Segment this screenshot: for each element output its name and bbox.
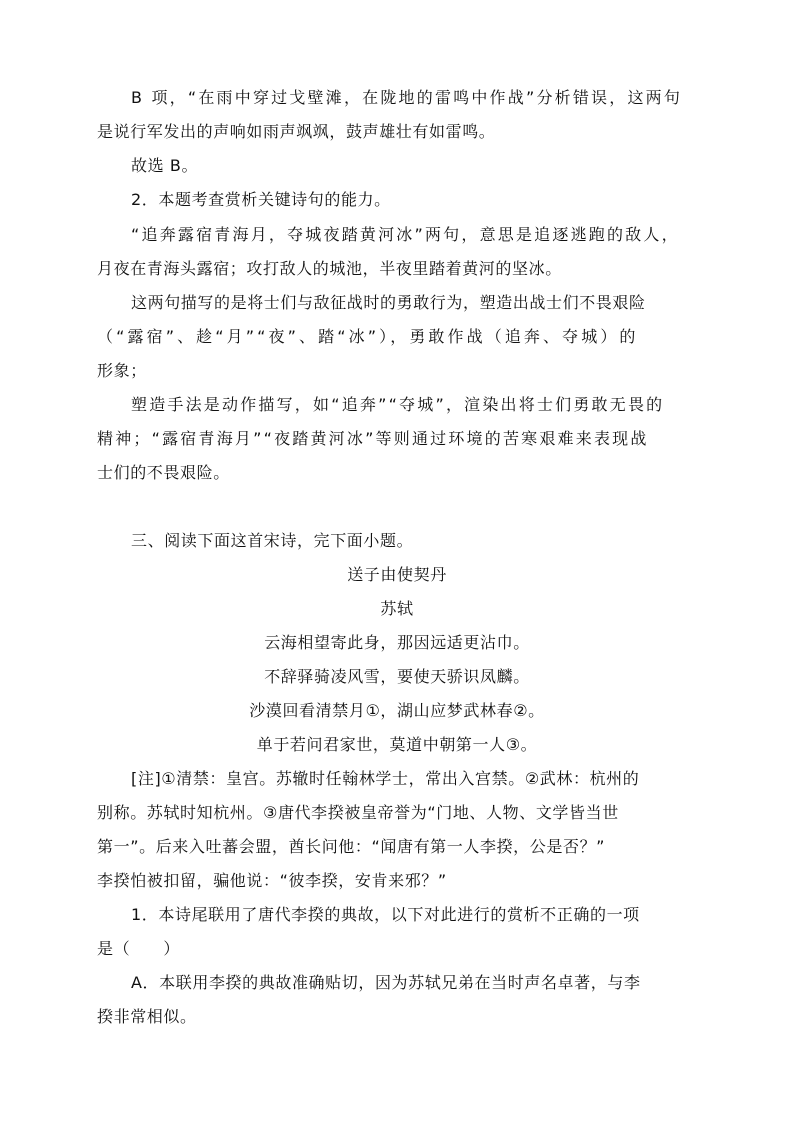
option-a: 揆非常相似。 xyxy=(97,1007,197,1026)
answer-line: 精神；“露宿青海月”“夜踏黄河冰”等则通过环境的苦寒艰难来表现战 xyxy=(97,429,649,448)
answer-line: 是说行军发出的声响如雨声飒飒，鼓声雄壮有如雷鸣。 xyxy=(97,122,496,141)
question-stem: 1．本诗尾联用了唐代李揆的典故，以下对此进行的赏析不正确的一项 xyxy=(131,905,640,924)
answer-line: 士们的不畏艰险。 xyxy=(97,463,230,482)
poem-verse: 单于若问君家世，莫道中朝第一人③。 xyxy=(256,735,538,754)
answer-line: B 项，“在雨中穿过戈壁滩，在陇地的雷鸣中作战”分析错误，这两句 xyxy=(131,88,683,107)
poem-verse: 云海相望寄此身，那因远适更沾巾。 xyxy=(264,633,530,652)
answer-line: 塑造手法是动作描写，如“追奔”“夺城”，渲染出将士们勇敢无畏的 xyxy=(131,395,665,414)
answer-line: 形象； xyxy=(97,361,147,380)
answer-line: 这两句描写的是将士们与敌征战时的勇敢行为，塑造出战士们不畏艰险 xyxy=(131,293,646,312)
poem-author: 苏轼 xyxy=(380,599,414,618)
answer-line: 月夜在青海头露宿；攻打敌人的城池，半夜里踏着黄河的坚冰。 xyxy=(97,259,562,278)
answer-line: 故选 B。 xyxy=(131,156,199,175)
poem-note: 李揆怕被扣留，骗他说：“彼李揆，安肯来邪？” xyxy=(97,871,447,890)
poem-note: [注]①清禁：皇宫。苏辙时任翰林学士，常出入宫禁。②武林：杭州的 xyxy=(131,769,640,788)
answer-line: （“露宿”、趁“月”“夜”、踏“冰”），勇敢作战（追奔、夺城）的 xyxy=(97,327,639,346)
poem-verse: 沙漠回看清禁月①，湖山应梦武林春②。 xyxy=(249,701,545,720)
poem-title: 送子由使契丹 xyxy=(347,565,447,584)
poem-note: 第一”。后来入吐蕃会盟，酋长问他：“闻唐有第一人李揆，公是否？” xyxy=(97,837,606,856)
question-heading: 2．本题考查赏析关键诗句的能力。 xyxy=(131,190,391,209)
poem-note: 别称。苏轼时知杭州。③唐代李揆被皇帝誉为“门地、人物、文学皆当世 xyxy=(97,803,619,822)
answer-line: “追奔露宿青海月，夺城夜踏黄河冰”两句，意思是追逐逃跑的敌人， xyxy=(131,225,680,244)
question-stem: 是（ ） xyxy=(97,939,181,958)
option-a: A．本联用李揆的典故准确贴切，因为苏轼兄弟在当时声名卓著，与李 xyxy=(131,973,641,992)
poem-verse: 不辞驿骑凌风雪，要使天骄识凤麟。 xyxy=(264,667,530,686)
section-heading: 三、阅读下面这首宋诗，完下面小题。 xyxy=(131,531,414,550)
